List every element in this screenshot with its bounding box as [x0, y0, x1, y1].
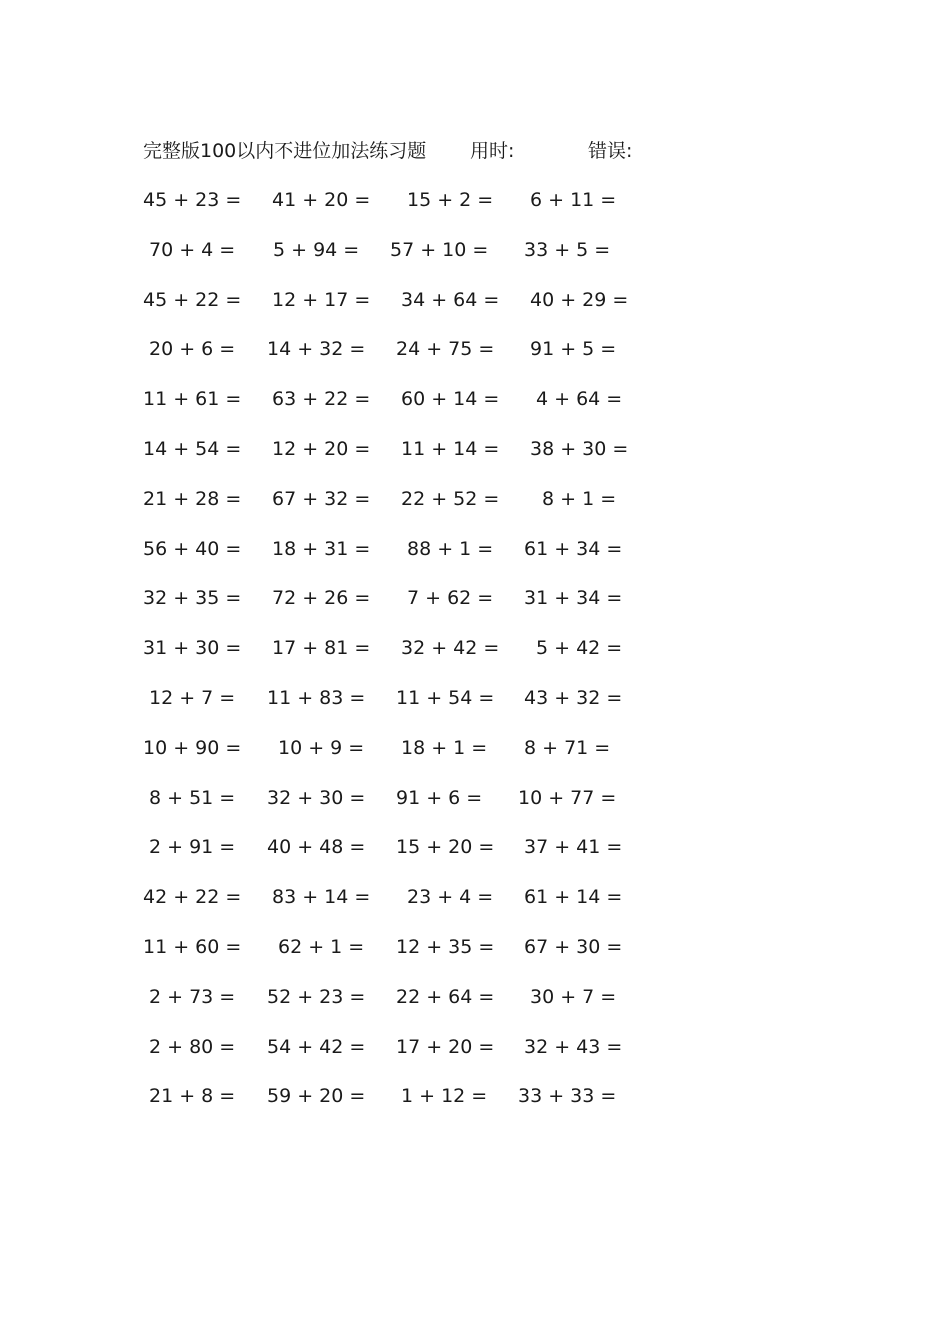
addition-problem: 4 + 64 = [536, 388, 623, 410]
addition-problem: 14 + 32 = [267, 338, 366, 360]
addition-problem: 18 + 31 = [272, 538, 371, 560]
addition-problem: 7 + 62 = [407, 587, 494, 609]
addition-problem: 21 + 28 = [143, 488, 242, 510]
addition-problem: 70 + 4 = [149, 239, 236, 261]
addition-problem: 12 + 35 = [396, 936, 495, 958]
addition-problem: 31 + 30 = [143, 637, 242, 659]
addition-problem: 38 + 30 = [530, 438, 629, 460]
problem-row [0, 1081, 950, 1111]
addition-problem: 67 + 32 = [272, 488, 371, 510]
problem-row [0, 1032, 950, 1062]
addition-problem: 10 + 9 = [278, 737, 365, 759]
problem-row [0, 882, 950, 912]
addition-problem: 30 + 7 = [530, 986, 617, 1008]
problem-row [0, 583, 950, 613]
addition-problem: 61 + 34 = [524, 538, 623, 560]
addition-problem: 5 + 94 = [273, 239, 360, 261]
addition-problem: 8 + 51 = [149, 787, 236, 809]
addition-problem: 2 + 73 = [149, 986, 236, 1008]
addition-problem: 11 + 60 = [143, 936, 242, 958]
addition-problem: 59 + 20 = [267, 1085, 366, 1107]
addition-problem: 54 + 42 = [267, 1036, 366, 1058]
addition-problem: 1 + 12 = [401, 1085, 488, 1107]
addition-problem: 32 + 43 = [524, 1036, 623, 1058]
addition-problem: 11 + 54 = [396, 687, 495, 709]
addition-problem: 22 + 64 = [396, 986, 495, 1008]
problem-row [0, 334, 950, 364]
addition-problem: 37 + 41 = [524, 836, 623, 858]
problem-row [0, 484, 950, 514]
addition-problem: 32 + 42 = [401, 637, 500, 659]
addition-problem: 2 + 80 = [149, 1036, 236, 1058]
addition-problem: 10 + 77 = [518, 787, 617, 809]
addition-problem: 12 + 17 = [272, 289, 371, 311]
addition-problem: 31 + 34 = [524, 587, 623, 609]
problem-row [0, 982, 950, 1012]
problem-row [0, 633, 950, 663]
addition-problem: 34 + 64 = [401, 289, 500, 311]
problem-row [0, 932, 950, 962]
problem-row [0, 185, 950, 215]
addition-problem: 5 + 42 = [536, 637, 623, 659]
addition-problem: 40 + 29 = [530, 289, 629, 311]
problem-row [0, 235, 950, 265]
addition-problem: 91 + 6 = [396, 787, 483, 809]
addition-problem: 15 + 2 = [407, 189, 494, 211]
addition-problem: 18 + 1 = [401, 737, 488, 759]
addition-problem: 33 + 5 = [524, 239, 611, 261]
addition-problem: 22 + 52 = [401, 488, 500, 510]
addition-problem: 21 + 8 = [149, 1085, 236, 1107]
addition-problem: 52 + 23 = [267, 986, 366, 1008]
addition-problem: 11 + 61 = [143, 388, 242, 410]
addition-problem: 61 + 14 = [524, 886, 623, 908]
addition-problem: 6 + 11 = [530, 189, 617, 211]
addition-problem: 72 + 26 = [272, 587, 371, 609]
addition-problem: 45 + 23 = [143, 189, 242, 211]
addition-problem: 45 + 22 = [143, 289, 242, 311]
addition-problem: 8 + 71 = [524, 737, 611, 759]
problem-row [0, 832, 950, 862]
addition-problem: 2 + 91 = [149, 836, 236, 858]
problem-row [0, 534, 950, 564]
problem-row [0, 733, 950, 763]
addition-problem: 91 + 5 = [530, 338, 617, 360]
addition-problem: 11 + 14 = [401, 438, 500, 460]
addition-problem: 56 + 40 = [143, 538, 242, 560]
problem-row [0, 384, 950, 414]
addition-problem: 8 + 1 = [542, 488, 617, 510]
error-label: 错误: [588, 140, 633, 162]
addition-problem: 62 + 1 = [278, 936, 365, 958]
addition-problem: 10 + 90 = [143, 737, 242, 759]
addition-problem: 83 + 14 = [272, 886, 371, 908]
addition-problem: 43 + 32 = [524, 687, 623, 709]
problem-row [0, 683, 950, 713]
addition-problem: 57 + 10 = [390, 239, 489, 261]
addition-problem: 40 + 48 = [267, 836, 366, 858]
addition-problem: 88 + 1 = [407, 538, 494, 560]
addition-problem: 67 + 30 = [524, 936, 623, 958]
addition-problem: 32 + 35 = [143, 587, 242, 609]
addition-problem: 32 + 30 = [267, 787, 366, 809]
addition-problem: 24 + 75 = [396, 338, 495, 360]
addition-problem: 42 + 22 = [143, 886, 242, 908]
addition-problem: 20 + 6 = [149, 338, 236, 360]
addition-problem: 14 + 54 = [143, 438, 242, 460]
problem-row [0, 783, 950, 813]
addition-problem: 17 + 81 = [272, 637, 371, 659]
time-label: 用时: [470, 140, 515, 162]
problem-row [0, 285, 950, 315]
addition-problem: 63 + 22 = [272, 388, 371, 410]
addition-problem: 12 + 7 = [149, 687, 236, 709]
addition-problem: 12 + 20 = [272, 438, 371, 460]
addition-problem: 33 + 33 = [518, 1085, 617, 1107]
addition-problem: 17 + 20 = [396, 1036, 495, 1058]
addition-problem: 11 + 83 = [267, 687, 366, 709]
problem-row [0, 434, 950, 464]
addition-problem: 23 + 4 = [407, 886, 494, 908]
addition-problem: 60 + 14 = [401, 388, 500, 410]
addition-problem: 15 + 20 = [396, 836, 495, 858]
page-title: 完整版100以内不进位加法练习题 [143, 140, 427, 162]
addition-problem: 41 + 20 = [272, 189, 371, 211]
